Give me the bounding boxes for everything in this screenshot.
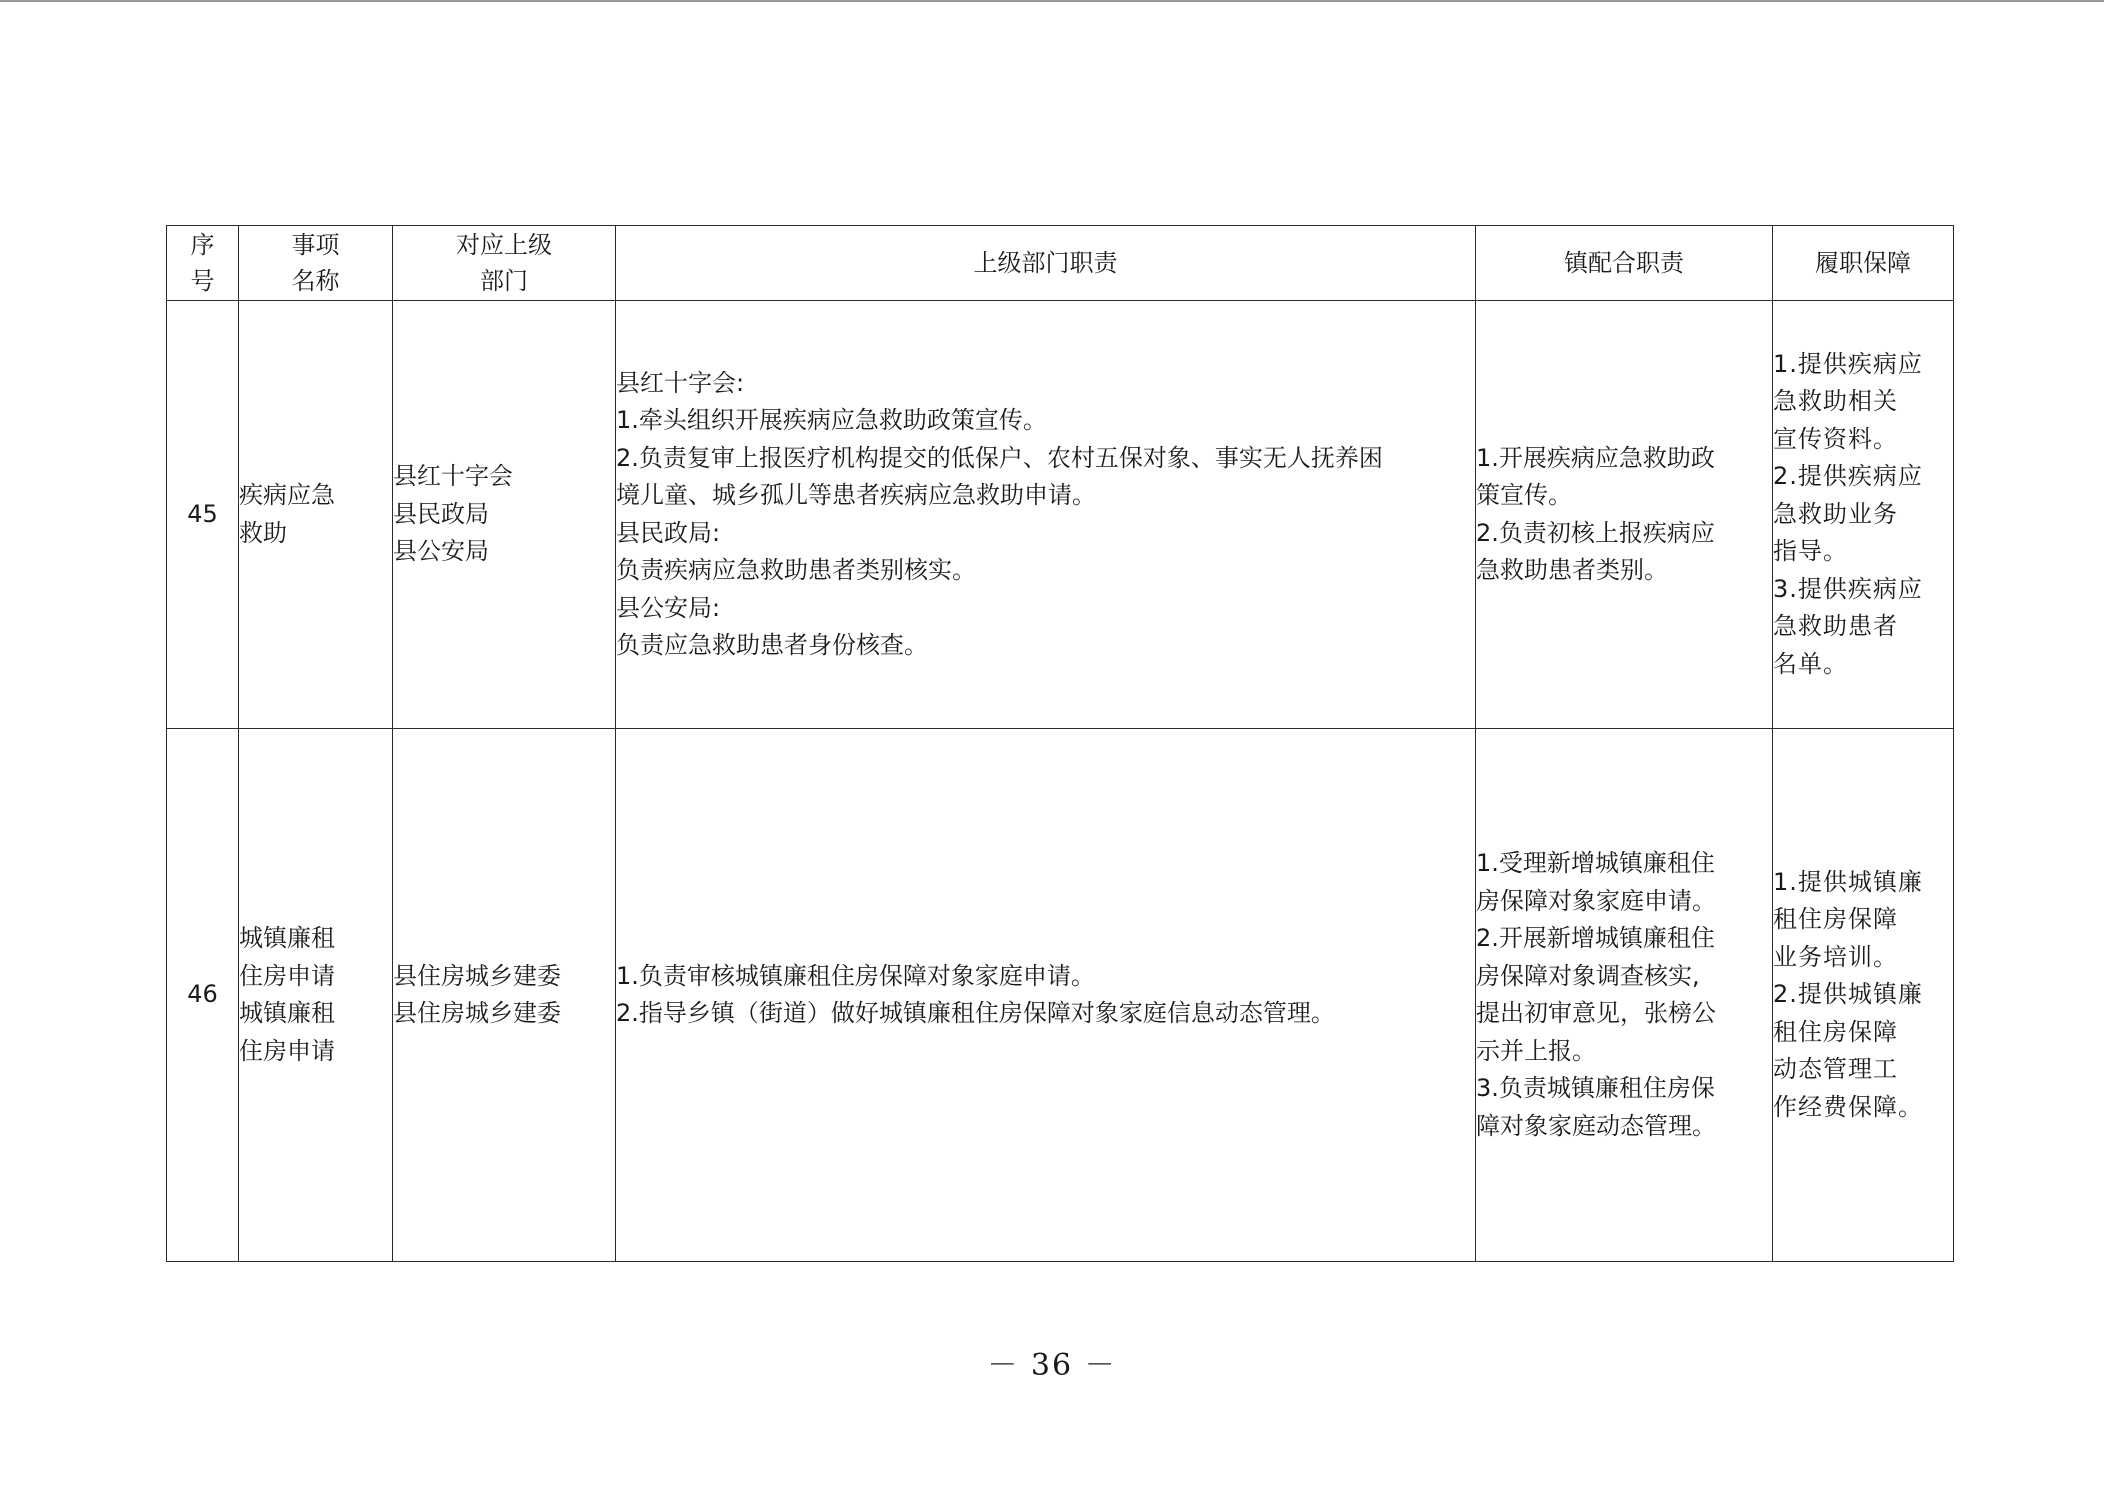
table-row [167,729,1954,1262]
duty-table [166,225,1954,1262]
row-seq: 46 [167,729,239,1262]
header-superior-duty: 上级部门职责 [616,226,1476,301]
header-town-duty: 镇配合职责 [1476,226,1773,301]
page-number: － 36 － [987,1348,1117,1383]
row-superior-dept: 县住房城乡建委 县住房城乡建委 [393,729,616,1262]
row-guarantee: 1.提供城镇廉 租住房保障 业务培训。 2.提供城镇廉 租住房保障 动态管理工 作经费保障。 [1773,729,1954,1262]
header-item-name: 事项 名称 [239,226,393,301]
header-seq: 序 号 [167,226,239,301]
row-superior-duty: 县红十字会: 1.牵头组织开展疾病应急救助政策宣传。 2.负责复审上报医疗机构提交的低保户、农村五保对象、事实无人抚养困 境儿童、城乡孤儿等患者疾病应急救助申请。 县民政局: 负责疾病应急救助患者类别核实。 县公安局: 负责应急救助患者身份核查。 [616,301,1476,729]
page-top-border [0,0,2104,2]
table-row [167,301,1954,729]
row-guarantee: 1.提供疾病应 急救助相关 宣传资料。 2.提供疾病应 急救助业务 指导。 3.提供疾病应 急救助患者 名单。 [1773,301,1954,729]
row-seq: 45 [167,301,239,729]
header-guarantee: 履职保障 [1773,226,1954,301]
header-superior-dept: 对应上级 部门 [393,226,616,301]
row-town-duty: 1.开展疾病应急救助政 策宣传。 2.负责初核上报疾病应 急救助患者类别。 [1476,301,1773,729]
row-superior-dept: 县红十字会 县民政局 县公安局 [393,301,616,729]
row-item-name: 城镇廉租 住房申请 城镇廉租 住房申请 [239,729,393,1262]
row-town-duty: 1.受理新增城镇廉租住 房保障对象家庭申请。 2.开展新增城镇廉租住 房保障对象调查核实, 提出初审意见，张榜公 示并上报。 3.负责城镇廉租住房保 障对象家庭动态管理。 [1476,729,1773,1262]
table-header-row [167,226,1954,301]
row-superior-duty: 1.负责审核城镇廉租住房保障对象家庭申请。 2.指导乡镇（街道）做好城镇廉租住房保障对象家庭信息动态管理。 [616,729,1476,1262]
row-item-name: 疾病应急 救助 [239,301,393,729]
